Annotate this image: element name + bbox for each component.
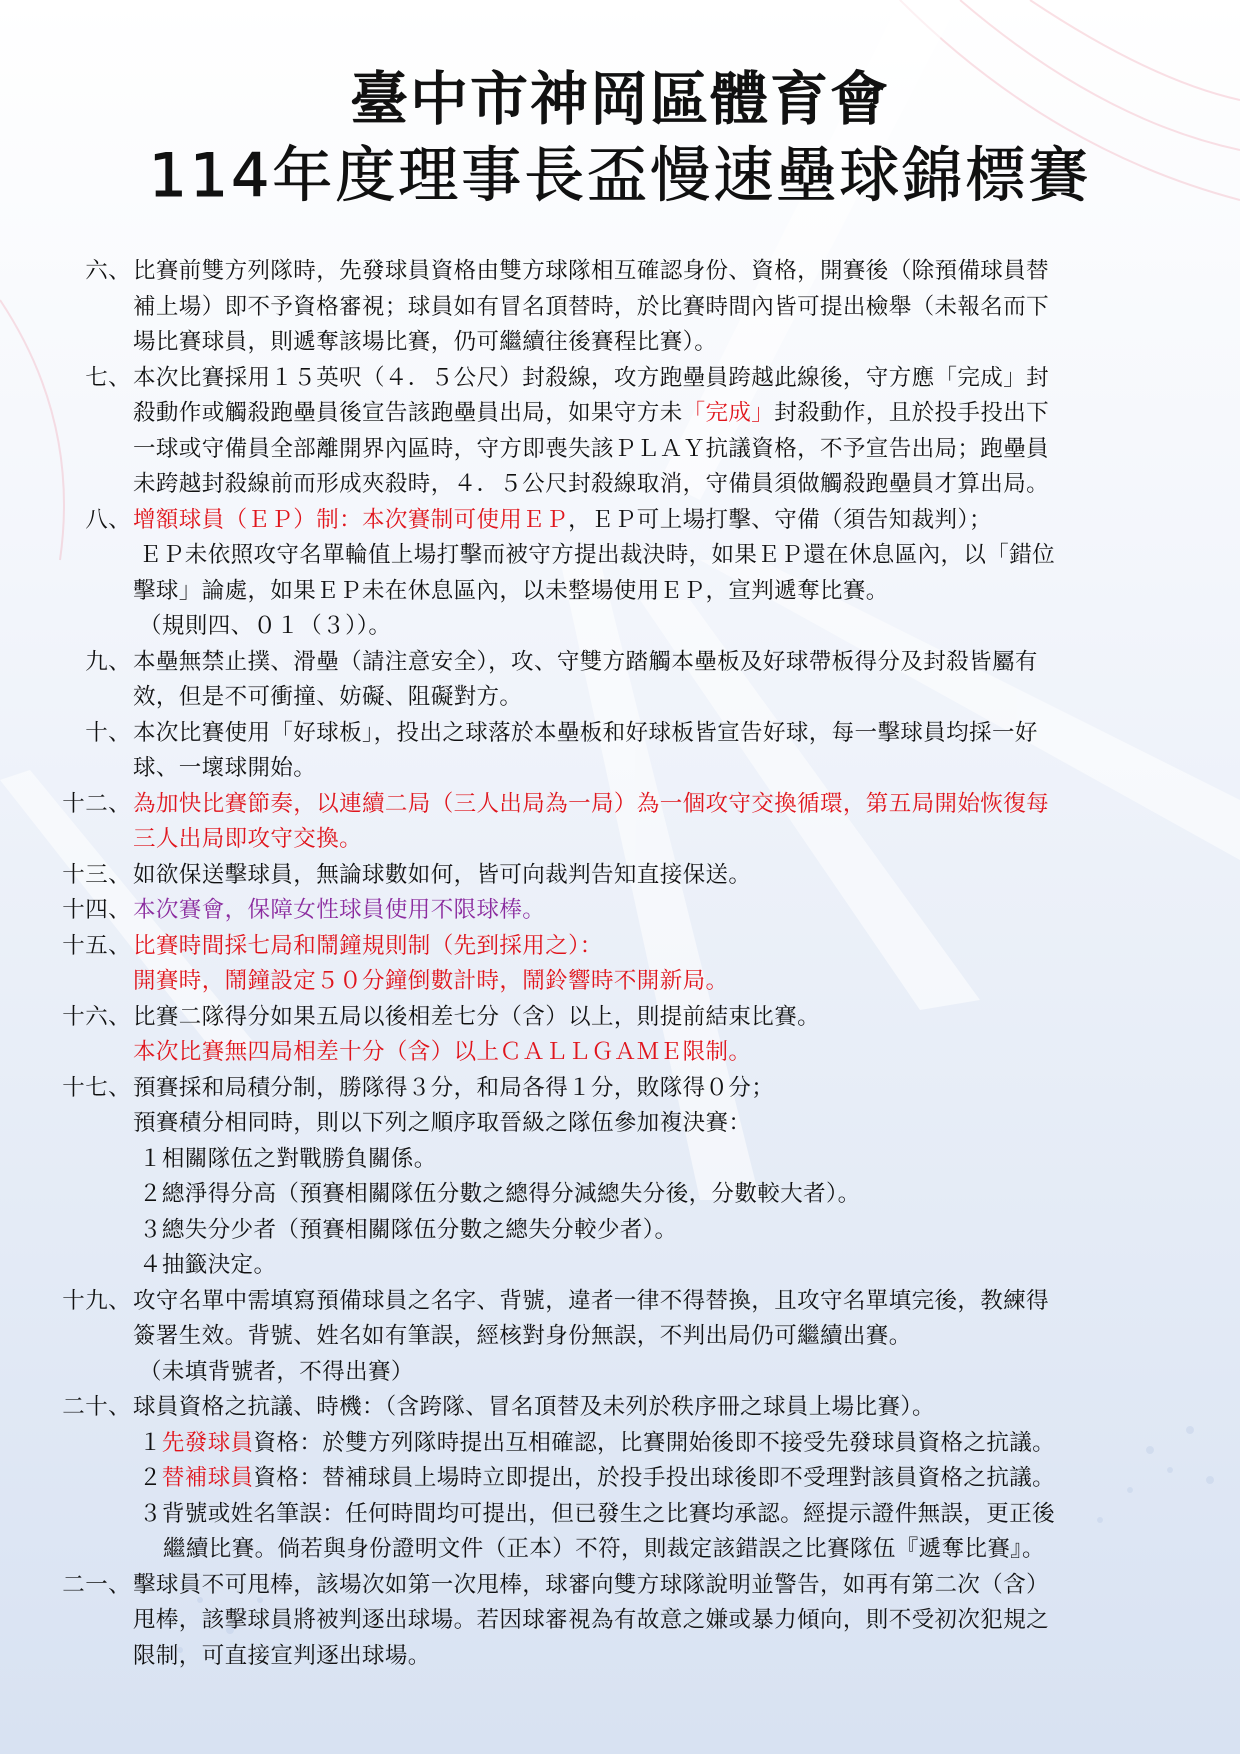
rule-text: ＥＰ未依照攻守名單輪值上場打擊而被守方提出裁決時，如果ＥＰ還在休息區內，以「錯位: [139, 542, 1056, 568]
rule-highlight-red: 比賽時間採七局和鬧鐘規則制（先到採用之）：: [133, 932, 603, 959]
rule-highlight-red: 為加快比賽節奏，以連續二局（三人出局為一局）為一個攻守交換循環，第五局開始恢復每: [133, 790, 1050, 817]
rule-7: [40, 361, 1200, 503]
rule-text: 殺動作或觸殺跑壘員後宣告該跑壘員出局，如果守方未: [133, 400, 683, 426]
rule-subitem: ３總失分少者（預賽相關隊伍分數之總失分較少者）。: [139, 1216, 678, 1243]
rule-text: 球員資格之抗議、時機：（含跨隊、冒名頂替及未列於秩序冊之球員上場比賽）。: [133, 1394, 935, 1420]
rule-text: 擊球」論處，如果ＥＰ未在休息區內，以未整場使用ＥＰ，宣判遞奪比賽。: [133, 577, 889, 604]
rule-number: 九、: [85, 648, 131, 675]
rule-number: 八、: [85, 506, 131, 533]
rule-text: 如欲保送擊球員，無論球數如何，皆可向裁判告知直接保送。: [133, 861, 752, 888]
rule-number: 十、: [85, 719, 131, 746]
rule-text: 預賽積分相同時，則以下列之順序取晉級之隊伍參加複決賽：: [133, 1110, 752, 1136]
rule-16: [40, 1000, 1200, 1071]
rule-text: 比賽前雙方列隊時，先發球員資格由雙方球隊相互確認身份、資格，開賽後（除預備球員替: [133, 258, 1050, 284]
rule-number: 十九、: [62, 1287, 131, 1314]
rule-9: [40, 645, 1200, 716]
rule-subitem: ３背號或姓名筆誤：任何時間均可提出，但已發生之比賽均承認。經提示證件無誤，更正後: [139, 1500, 1056, 1527]
rule-text: 預賽採和局積分制，勝隊得３分，和局各得１分，敗隊得０分；: [133, 1074, 775, 1101]
rule-number: 二一、: [62, 1571, 131, 1598]
rule-text-line: [133, 396, 1200, 432]
rule-text: 球、一壞球開始。: [133, 755, 317, 781]
rule-highlight-red: 先發球員: [161, 1429, 254, 1456]
rule-highlight-red: 替補球員: [161, 1465, 254, 1491]
rule-12: [40, 787, 1200, 858]
rule-text: 補上場）即不予資格審視；球員如有冒名頂替時，於比賽時間內皆可提出檢舉（未報名而下: [133, 293, 1050, 320]
rule-highlight-red: 增額球員（ＥＰ）制：本次賽制可使用ＥＰ: [133, 506, 569, 533]
rule-text: 甩棒，該擊球員將被判逐出球場。若因球審視為有故意之嫌或暴力傾向，則不受初次犯規之: [133, 1607, 1050, 1633]
rule-number: 二十、: [62, 1394, 131, 1420]
rule-20: [40, 1390, 1200, 1568]
rule-text: ２: [139, 1465, 162, 1491]
rule-8: [40, 503, 1200, 645]
rule-text: 本次比賽採用１５英呎（４．５公尺）封殺線，攻方跑壘員跨越此線後，守方應「完成」封: [133, 364, 1050, 391]
rule-text: 本次比賽使用「好球板」，投出之球落於本壘板和好球板皆宣告好球，每一擊球員均採一好: [133, 719, 1038, 746]
rule-highlight-red: 本次比賽無四局相差十分（含）以上ＣＡＬＬＧＡＭＥ限制。: [133, 1039, 752, 1065]
rule-text: （未填背號者，不得出賽）: [139, 1358, 414, 1385]
rule-text: （規則四、０１（３））。: [139, 613, 392, 639]
rule-text: 本壘無禁止撲、滑壘（請注意安全），攻、守雙方踏觸本壘板及好球帶板得分及封殺皆屬有: [133, 648, 1038, 675]
rules-list: [40, 254, 1200, 1674]
rule-number: 十五、: [62, 932, 131, 959]
rule-text: 資格：替補球員上場時立即提出，於投手投出球後即不受理對該員資格之抗議。: [253, 1465, 1056, 1491]
rule-text: 資格：於雙方列隊時提出互相確認，比賽開始後即不接受先發球員資格之抗議。: [253, 1429, 1056, 1456]
rule-number: 六、: [85, 258, 131, 284]
rule-text: 一球或守備員全部離開界內區時，守方即喪失該ＰＬＡＹ抗議資格，不予宣告出局；跑壘員: [133, 435, 1050, 462]
rule-subitem: ２總淨得分高（預賽相關隊伍分數之總得分減總失分後，分數較大者）。: [139, 1181, 861, 1207]
rule-14: [40, 893, 1200, 929]
rule-number: 十三、: [62, 861, 131, 888]
rule-highlight-red: 開賽時，鬧鐘設定５０分鐘倒數計時，鬧鈴響時不開新局。: [133, 968, 729, 994]
rule-number: 十七、: [62, 1074, 131, 1101]
rule-text: 未跨越封殺線前而形成夾殺時，４．５公尺封殺線取消，守備員須做觸殺跑壘員才算出局。: [133, 471, 1050, 497]
rule-subitem: [133, 1461, 1200, 1497]
rule-17: [40, 1071, 1200, 1284]
rule-text: 效，但是不可衝撞、妨礙、阻礙對方。: [133, 684, 523, 710]
rule-13: [40, 858, 1200, 894]
rule-number: 七、: [85, 364, 131, 391]
rule-subitem: [133, 1426, 1200, 1462]
rule-subitem: ４抽籤決定。: [139, 1252, 277, 1278]
rule-number: 十四、: [62, 897, 131, 923]
rule-text: ，ＥＰ可上場打擊、守備（須告知裁判）；: [568, 506, 992, 533]
title-tournament: 114年度理事長盃慢速壘球錦標賽: [148, 141, 1092, 211]
rule-subitem: １相關隊伍之對戰勝負關係。: [139, 1145, 437, 1172]
rule-10: [40, 716, 1200, 787]
rule-6: [40, 254, 1200, 361]
rule-highlight-purple: 本次賽會，保障女性球員使用不限球棒。: [133, 897, 546, 923]
rule-subitem: 繼續比賽。倘若與身份證明文件（正本）不符，則裁定該錯誤之比賽隊伍『遞奪比賽』。: [163, 1536, 1045, 1562]
rule-text-line: [133, 503, 1200, 539]
rule-text: 封殺動作，且於投手投出下: [774, 400, 1050, 426]
rule-number: 十六、: [62, 1003, 131, 1030]
rule-19: [40, 1284, 1200, 1391]
rule-text: 場比賽球員，則遞奪該場比賽，仍可繼續往後賽程比賽）。: [133, 329, 718, 355]
rule-text: 限制，可直接宣判逐出球場。: [133, 1642, 431, 1669]
rule-text: 簽署生效。背號、姓名如有筆誤，經核對身份無誤，不判出局仍可繼續出賽。: [133, 1323, 912, 1349]
rule-15: [40, 929, 1200, 1000]
rule-highlight-red: 「完成」: [682, 400, 775, 426]
rule-text: １: [139, 1429, 162, 1456]
rule-number: 十二、: [62, 790, 131, 817]
rule-text: 擊球員不可甩棒，該場次如第一次甩棒，球審向雙方球隊說明並警告，如再有第二次（含）: [133, 1571, 1050, 1598]
rule-highlight-red: 三人出局即攻守交換。: [133, 826, 363, 852]
rule-text: 攻守名單中需填寫預備球員之名字、背號，違者一律不得替換，且攻守名單填完後，教練得: [133, 1287, 1050, 1314]
rule-21: [40, 1568, 1200, 1675]
title-organization: 臺中市神岡區體育會: [349, 65, 890, 133]
rule-text: 比賽二隊得分如果五局以後相差七分（含）以上，則提前結束比賽。: [133, 1003, 821, 1030]
